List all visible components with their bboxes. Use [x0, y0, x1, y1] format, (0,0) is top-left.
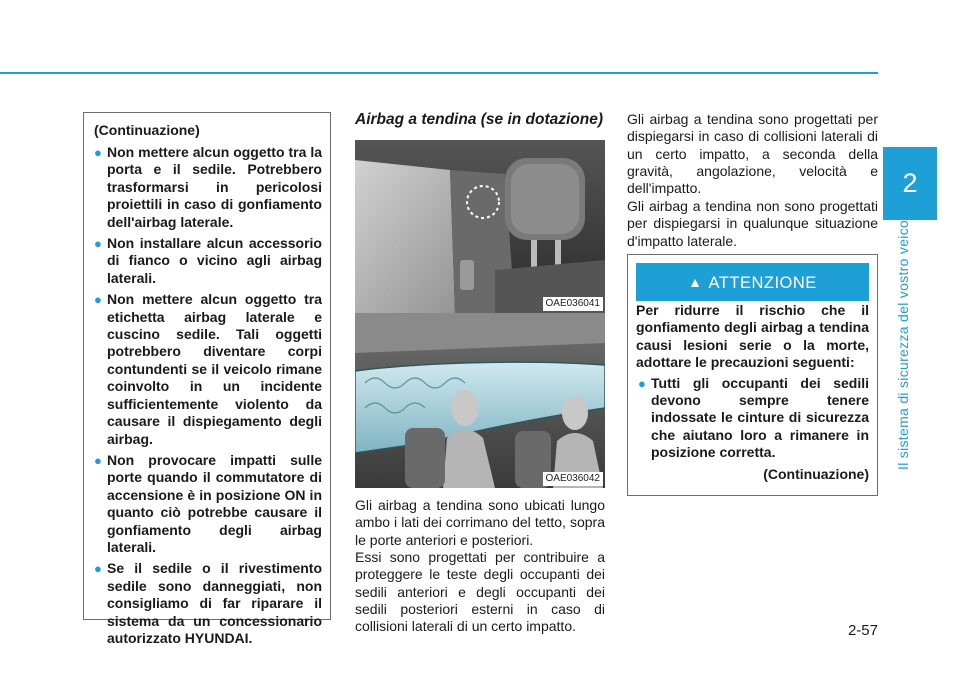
body-paragraph: Gli airbag a tendina sono progettati per dispiegarsi in caso di collisioni laterali di un certo impatto, a seconda della gravità, angolazione, velocità e dell'impatto.	[627, 111, 878, 197]
image-code-label: OAE036042	[543, 472, 604, 486]
attention-body	[636, 302, 869, 483]
attention-list	[636, 375, 869, 462]
attention-heading: ATTENZIONE	[708, 274, 817, 292]
bullet-icon: ●	[94, 452, 102, 468]
attention-intro: Per ridurre il rischio che il gonfiamento degli airbag a tendina causi lesioni serie o la morte, adottare le precauzioni seguenti:	[636, 302, 869, 371]
list-item: ● Non mettere alcun oggetto tra la porta e il sedile. Potrebbero trasformarsi in pericolosi proiettili in caso di gonfiamento dell'airbag laterale.	[94, 144, 322, 230]
bullet-icon: ●	[94, 236, 102, 252]
body-paragraph: Gli airbag a tendina non sono progettati per dispiegarsi in qualunque situazione d'impatto laterale.	[627, 198, 878, 249]
body-paragraph: Essi sono progettati per contribuire a proteggere le teste degli occupanti dei sedili anteriori e degli occupanti dei sedili posteriori esterni in caso di collisioni laterali di un certo impatto.	[355, 549, 605, 635]
body-paragraph: Gli airbag a tendina sono ubicati lungo ambo i lati dei corrimano del tetto, sopra le porte anteriori e posteriori.	[355, 497, 605, 548]
header-rule	[0, 72, 878, 74]
warning-triangle-icon: ▲	[688, 274, 703, 290]
bullet-icon: ●	[94, 145, 102, 160]
list-item: ● Se il sedile o il rivestimento sedile sono danneggiati, non consigliamo di far riparare il sistema da un concessionario autorizzato HYUNDAI.	[94, 560, 322, 646]
attention-box	[627, 254, 878, 496]
curtain-airbag-illustration	[355, 313, 605, 488]
list-item: ● Non mettere alcun oggetto tra etichetta airbag laterale e cuscino sedile. Tali oggetti potrebbero diventare corpi contundenti se il veicolo rimane coinvolto in un incidente sufficientemente violento da causare il dispiegamento degli airbag.	[94, 291, 322, 447]
list-item: ● Non provocare impatti sulle porte quando il commutatore di accensione è in posizione ON in quanto ciò potrebbe causare il gonfiamento degli airbag laterali.	[94, 451, 322, 555]
bullet-icon: ●	[94, 561, 102, 577]
chapter-title: Il sistema di sicurezza del vostro veicolo	[895, 208, 911, 470]
page-number: 2-57	[847, 622, 878, 639]
list-item: ● Tutti gli occupanti dei sedili devono sempre tenere indossate le cinture di sicurezza che aiutano loro a rimanere in posizione corretta.	[638, 374, 869, 461]
attention-header	[636, 263, 869, 301]
bullet-icon: ●	[94, 292, 102, 308]
continuation-label: (Continuazione)	[763, 465, 869, 482]
bullet-icon: ●	[638, 375, 646, 391]
warning-list	[92, 144, 322, 647]
headrest-illustration	[355, 140, 605, 313]
image-code-label: OAE036041	[543, 297, 604, 311]
curtain-airbag-photo	[355, 313, 605, 488]
warning-box-continued	[83, 112, 331, 646]
headrest-photo	[355, 140, 605, 313]
continuation-label: (Continuazione)	[94, 122, 200, 138]
chapter-tab: 2	[883, 147, 937, 220]
list-item: ● Non installare alcun accessorio di fianco o vicino agli airbag laterali.	[94, 235, 322, 286]
section-title: Airbag a tendina (se in dotazione)	[355, 111, 604, 128]
